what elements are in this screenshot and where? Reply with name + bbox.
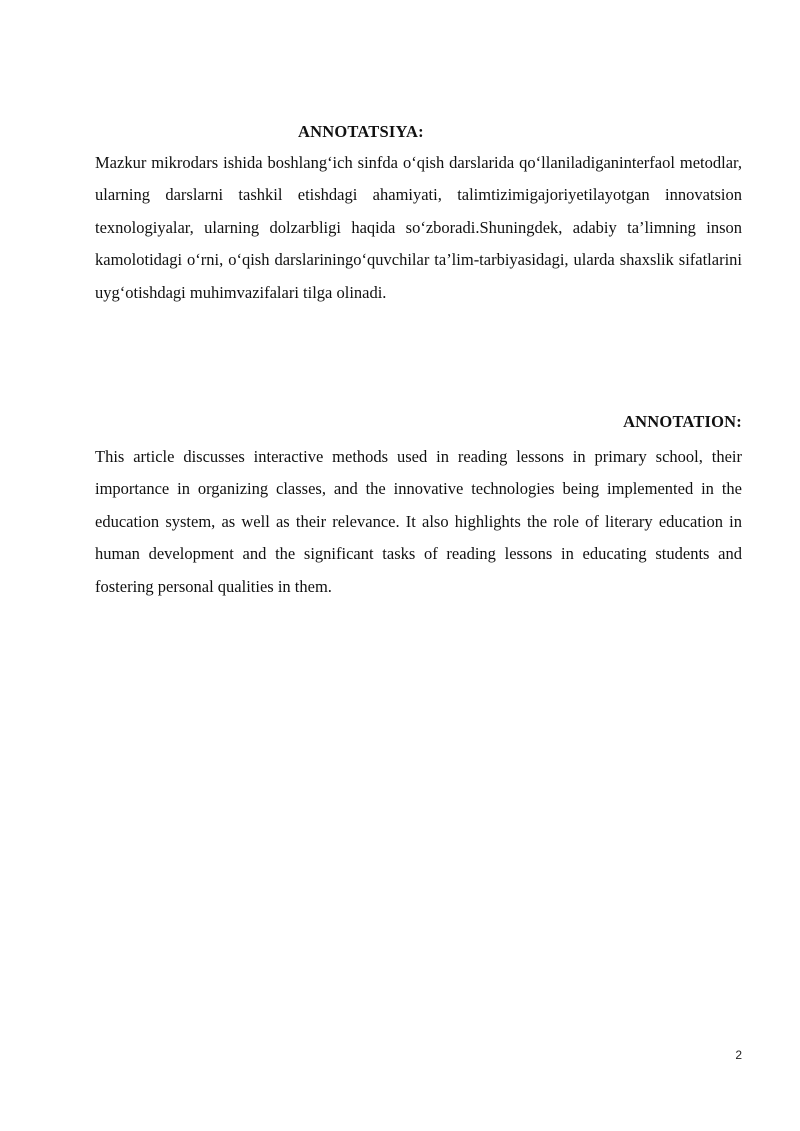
annotation-uz-heading: ANNOTATSIYA: bbox=[298, 122, 424, 141]
annotation-en-paragraph: This article discusses interactive methods used in reading lessons in primary school, their importance in organizing classes, and the innovative technologies being implemented in the education system, as well as their relevance. It also highlights the role of literary education in human development and the significant tasks of reading lessons in educating students and fostering personal qualities in them. bbox=[95, 447, 742, 596]
annotation-uz-paragraph: Mazkur mikrodars ishida boshlang‘ich sinfda o‘qish darslarida qo‘llaniladiganinterfaol metodlar, ularning darslarni tashkil etishdagi ahamiyati, talimtizimigajoriyetilayotgan innovatsion texnologiyalar, ularning dolzarbligi haqida so‘zboradi.Shuningdek, adabiy ta’limning inson kamolotidagi o‘rni, o‘qish darslariningo‘quvchilar ta’lim-tarbiyasidagi, ularda shaxslik sifatlarini uyg‘otishdagi muhimvazifalari tilga olinadi. bbox=[95, 153, 742, 302]
annotation-en-heading: ANNOTATION: bbox=[623, 412, 742, 431]
page-number: 2 bbox=[735, 1048, 742, 1062]
